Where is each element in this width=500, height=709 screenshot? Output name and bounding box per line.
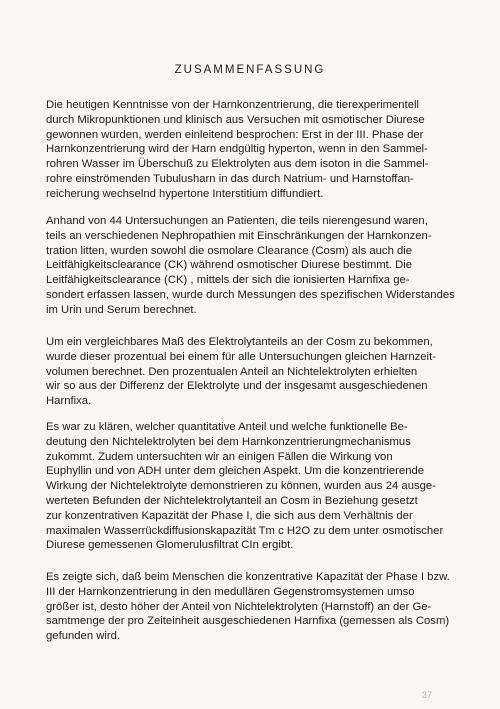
paragraph-5 <box>46 570 464 644</box>
text-line: reicherung wechselnd hypertone Interstitium diffundiert. <box>46 187 324 200</box>
text-line: wurde dieser prozentual bei einem für alle Untersuchungen gleichen Harnzeit- <box>46 350 436 363</box>
paragraph-2 <box>46 214 464 318</box>
paragraph-1 <box>46 98 464 202</box>
text-line: gewonnen wurden, werden einleitend besprochen: Erst in der III. Phase der <box>46 128 424 141</box>
text-line: Leitfähigkeitsclearance (CK) , mittels der sich die ionisierten Harnfixa ge- <box>46 274 410 287</box>
text-line: sondert erfassen lassen, wurde durch Messungen des spezifischen Widerstandes <box>46 288 455 301</box>
paragraph-3 <box>46 335 464 409</box>
text-line: im Urin und Serum berechnet. <box>46 303 197 316</box>
text-line: rohren Wasser im Überschuß zu Elektrolyten aus dem isoton in die Sammel- <box>46 158 429 171</box>
text-line: durch Mikropunktionen und klinisch aus Versuchen mit osmotischer Diurese <box>46 113 425 126</box>
text-line: gefunden wird. <box>46 630 121 643</box>
text-line: samtmenge der pro Zeiteinheit ausgeschiedenen Harnfixa (gemessen als Cosm) <box>46 615 450 628</box>
text-line: zukommt. Zudem untersuchten wir an einigen Fällen die Wirkung von <box>46 450 393 463</box>
text-line: Wirkung der Nichtelektrolyte demonstrieren zu können, wurden aus 24 ausge- <box>46 480 436 493</box>
text-line: rohre einströmenden Tubulusharn in das durch Natrium- und Harnstoffan- <box>46 172 414 185</box>
text-line: maximalen Wasserrückdiffusionskapazität Tm c H2O zu dem unter osmotischer <box>46 524 444 537</box>
text-line: größer ist, desto höher der Anteil von Nichtelektrolyten (Harnstoff) an der Ge- <box>46 600 432 613</box>
text-line: volumen berechnet. Den prozentualen Anteil an Nichtelektrolyten erhielten <box>46 365 418 378</box>
paragraph-4 <box>46 420 464 553</box>
text-line: Diurese gemessenen Glomerulusfiltrat CIn ergibt. <box>46 539 294 552</box>
text-line: Euphyllin und von ADH unter dem gleichen Aspekt. Um die konzentrierende <box>46 465 425 478</box>
text-line: zur konzentrativen Kapazität der Phase I, die sich aus dem Verhältnis der <box>46 509 413 522</box>
text-line: Leitfähigkeitsclearance (CK) während osmotischer Diurese bestimmt. Die <box>46 259 413 272</box>
text-line: Es war zu klären, welcher quantitative Anteil und welche funktionelle Be- <box>46 421 408 433</box>
text-line: Die heutigen Kenntnisse von der Harnkonzentrierung, die tierexperimentell <box>46 99 420 111</box>
text-line: wir so aus der Differenz der Elektrolyte und der insgesamt ausgeschiedenen <box>46 380 428 393</box>
text-line: Harnkonzentrierung wird der Harn endgültig hyperton, wenn in den Sammel- <box>46 143 428 156</box>
text-line: Anhand von 44 Untersuchungen an Patienten, die teils nierengesund waren, <box>46 215 428 227</box>
text-line: tration litten, wurden sowohl die osmolare Clearance (Cosm) als auch die <box>46 244 413 257</box>
text-line: teils an verschiedenen Nephropathien mit Einschränkungen der Harnkonzen- <box>46 229 432 242</box>
text-line: Es zeigte sich, daß beim Menschen die konzentrative Kapazität der Phase I bzw. <box>46 571 450 583</box>
page-title: ZUSAMMENFASSUNG <box>174 64 326 76</box>
text-line: werteten Befunden der Nichtelektrolytanteil an Cosm in Beziehung gesetzt <box>46 494 418 507</box>
text-line: III der Harnkonzentrierung in den medullären Gegenstromsystemen umso <box>46 585 415 598</box>
text-line: Harnfixa. <box>46 395 92 408</box>
page-number: 37 <box>422 690 433 700</box>
text-line: Um ein vergleichbares Maß des Elektrolytanteils an der Cosm zu bekommen, <box>46 336 433 348</box>
text-line: deutung den Nichtelektrolyten bei dem Harnkonzentrierungmechanismus <box>46 435 411 448</box>
